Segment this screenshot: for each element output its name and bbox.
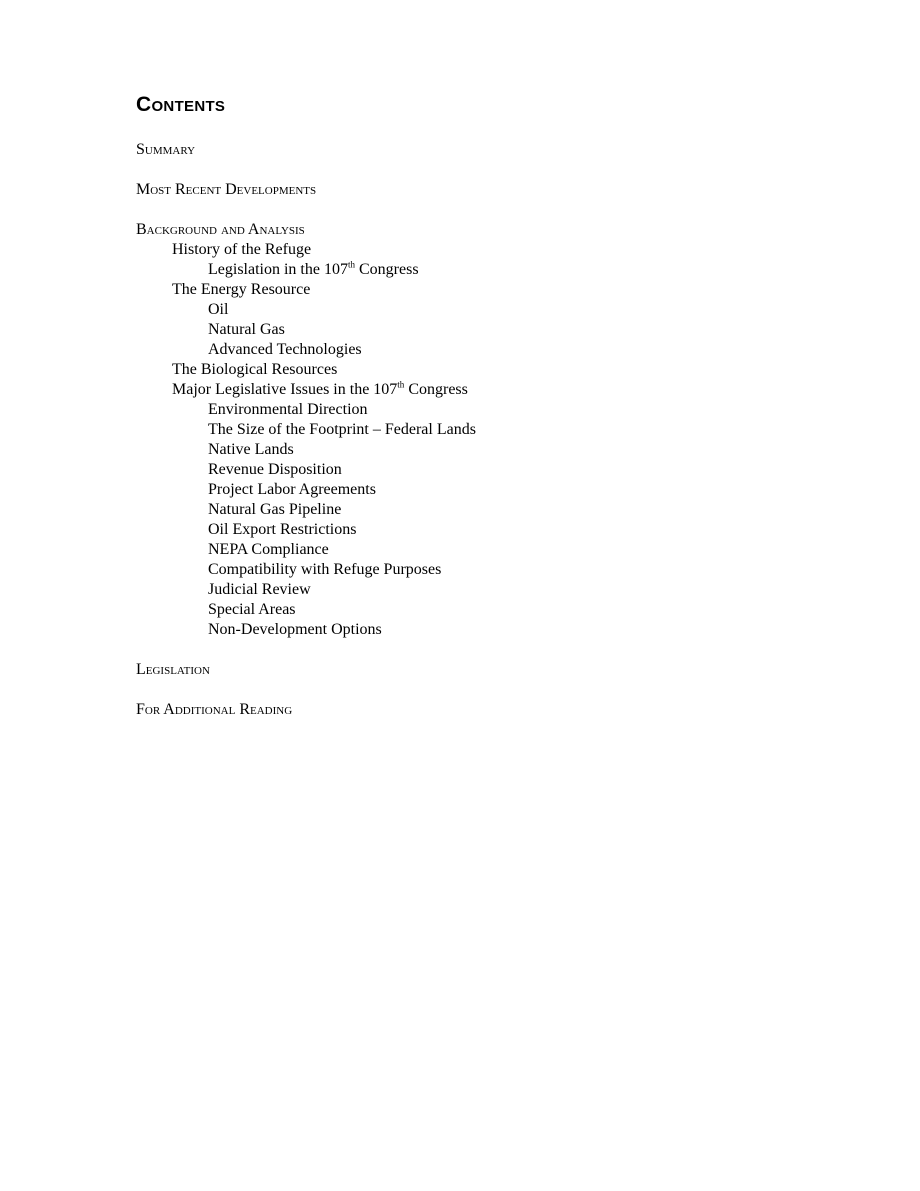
toc-item-natural-gas-pipeline[interactable]: Natural Gas Pipeline [208, 501, 342, 518]
toc-item-biological-resources[interactable]: The Biological Resources [172, 361, 338, 378]
toc-item-major-legislative-issues[interactable]: Major Legislative Issues in the 107th Congress [172, 379, 468, 398]
toc-item-special-areas[interactable]: Special Areas [208, 601, 296, 618]
toc-item-judicial-review[interactable]: Judicial Review [208, 581, 311, 598]
toc-section-additional-reading[interactable]: For Additional Reading [136, 701, 293, 718]
toc-item-energy-resource[interactable]: The Energy Resource [172, 281, 311, 298]
toc-section-legislation[interactable]: Legislation [136, 661, 210, 678]
toc-item-history-of-the-refuge[interactable]: History of the Refuge [172, 241, 312, 258]
page-title: Contents [136, 93, 226, 116]
table-of-contents [136, 140, 836, 720]
toc-item-advanced-technologies[interactable]: Advanced Technologies [208, 341, 362, 358]
toc-item-project-labor-agreements[interactable]: Project Labor Agreements [208, 481, 376, 498]
toc-section-background-and-analysis[interactable]: Background and Analysis [136, 221, 305, 238]
toc-item-environmental-direction[interactable]: Environmental Direction [208, 401, 368, 418]
toc-section-summary[interactable]: Summary [136, 141, 196, 158]
toc-section-most-recent-developments[interactable]: Most Recent Developments [136, 181, 317, 198]
toc-item-revenue-disposition[interactable]: Revenue Disposition [208, 461, 342, 478]
toc-item-native-lands[interactable]: Native Lands [208, 441, 294, 458]
toc-item-size-of-footprint[interactable]: The Size of the Footprint – Federal Lands [208, 421, 476, 438]
toc-item-compatibility-refuge-purposes[interactable]: Compatibility with Refuge Purposes [208, 561, 442, 578]
toc-item-oil[interactable]: Oil [208, 301, 229, 318]
toc-item-non-development-options[interactable]: Non-Development Options [208, 621, 382, 638]
toc-item-oil-export-restrictions[interactable]: Oil Export Restrictions [208, 521, 357, 538]
contents-page [136, 92, 836, 720]
toc-item-natural-gas[interactable]: Natural Gas [208, 321, 285, 338]
toc-item-nepa-compliance[interactable]: NEPA Compliance [208, 541, 329, 558]
toc-item-legislation-107th-congress[interactable]: Legislation in the 107th Congress [208, 259, 419, 278]
